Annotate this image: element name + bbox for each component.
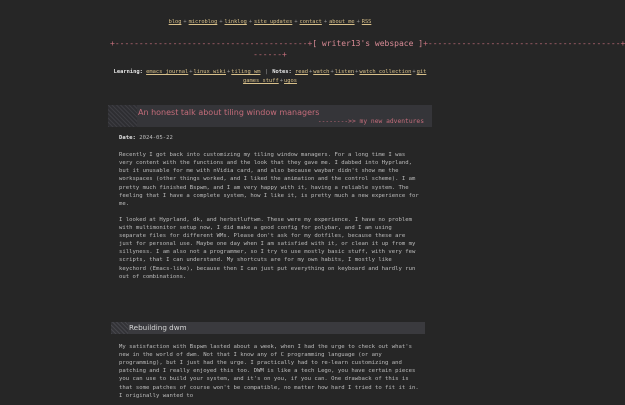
post-date — [119, 134, 422, 142]
nav-separator: + — [219, 19, 223, 25]
notes-separator: + — [279, 78, 283, 84]
section-paragraph: My satisfaction with Bspwm lasted about a week, when I had the urge to check out what's new in the world of dwm. Not that I know any of C programming language (or any programming), but I just had the urge. I practically had to re-learn customizing and patching and I really enjoyed this too. DWM is like a tech Lego, you have certain pieces you can use to build your system, and it's on you, if you can. One drawback of this is that some patches of course won't be compatible, no matter how hard I tried to fit it in. I originally wanted to — [119, 344, 419, 399]
nav-separator: + — [323, 19, 328, 25]
nav-link-contact[interactable]: contact — [299, 19, 322, 25]
section-body — [119, 343, 422, 400]
learning-divider: | — [264, 69, 268, 75]
nav-separator: + — [248, 19, 253, 25]
section-title: Rebuilding dwm — [129, 323, 187, 332]
learning-link-emacs-journal[interactable]: emacs journal — [146, 69, 189, 75]
site-banner — [110, 38, 625, 60]
post-header-hatch-decoration — [108, 105, 137, 127]
banner-tail-rule: ------+ — [253, 50, 287, 59]
top-navigation — [0, 19, 540, 27]
nav-link-blog[interactable]: blog — [168, 19, 182, 25]
nav-separator: + — [356, 19, 360, 25]
notes-separator: + — [330, 69, 334, 75]
nav-link-about-me[interactable]: about me — [329, 19, 355, 25]
learning-label: Learning: — [113, 69, 143, 75]
nav-link-rss[interactable]: RSS — [361, 19, 372, 25]
notes-separator: + — [308, 69, 313, 75]
post-header — [108, 105, 432, 127]
nav-separator: + — [294, 19, 298, 25]
learning-notes-bar — [110, 68, 430, 86]
section-header — [111, 322, 425, 334]
post-paragraph: I looked at Hyprland, dk, and herbstluftwm. These were my experience. I have no problem with multimonitor setup now, I did make a good config for polybar, and I am using separate files for different WMs. Please don't ask for my dotfiles, because these are just for personal use. Maybe one day when I am satisfied with it, or clean it up from my sillyness. I am also not a programmer, so I try to use mostly basic stuff, with very few scripts, that I can understand. My shortcuts are for my own habits, I mostly like keychord (Emacs-like), because then I can just put everything on keyboard and hardly run out of combinations. — [119, 216, 416, 280]
notes-link-ugos[interactable]: ugos — [283, 78, 297, 84]
notes-link-watch[interactable]: watch — [313, 69, 330, 75]
nav-link-microblog[interactable]: microblog — [188, 19, 218, 25]
section-header-hatch-decoration — [111, 322, 128, 334]
date-label: Date: — [119, 135, 136, 141]
nav-link-site-updates[interactable]: site updates — [254, 19, 293, 25]
notes-link-git-games-stuff[interactable]: git games stuff — [243, 69, 427, 84]
nav-separator: + — [183, 19, 187, 25]
post-subtitle: -------->> my new adventures — [317, 118, 424, 125]
notes-separator: + — [412, 69, 416, 75]
learning-link-tiling-wm[interactable]: tiling wm — [231, 69, 261, 75]
notes-label: Notes: — [272, 69, 292, 75]
notes-link-listen[interactable]: listen — [334, 69, 355, 75]
learning-separator: + — [189, 69, 193, 75]
date-value: 2024-05-22 — [139, 135, 173, 141]
notes-link-read[interactable]: read — [294, 69, 308, 75]
banner-left-rule: +----------------------------------------+ — [110, 39, 313, 48]
notes-separator: + — [355, 69, 359, 75]
notes-link-watch-collection[interactable]: watch collection — [359, 69, 412, 75]
learning-separator: + — [227, 69, 231, 75]
banner-right-rule: +----------------------------------------+ — [423, 39, 625, 48]
nav-link-linklog[interactable]: linklog — [224, 19, 247, 25]
post-body — [119, 134, 422, 289]
site-title[interactable]: [ writer13's webspace ] — [312, 39, 424, 48]
learning-link-linux-wiki[interactable]: linux wiki — [193, 69, 227, 75]
post-title: An honest talk about tiling window managers — [138, 108, 320, 117]
post-paragraph: Recently I got back into customizing my tiling window managers. For a long time I was very content with the functions and the look that they gave me. I dabbed into Hyprland, but it unusable for me with nVidia card, and also because waybar didn't show me the workspaces (other things worked, and I liked the animation and the control scheme). I am pretty much finished Bspwm, and I am very happy with it, having a reliable system. The feeling that I have a complete system, how I like it, is pretty much a new experience for me. — [119, 152, 419, 207]
